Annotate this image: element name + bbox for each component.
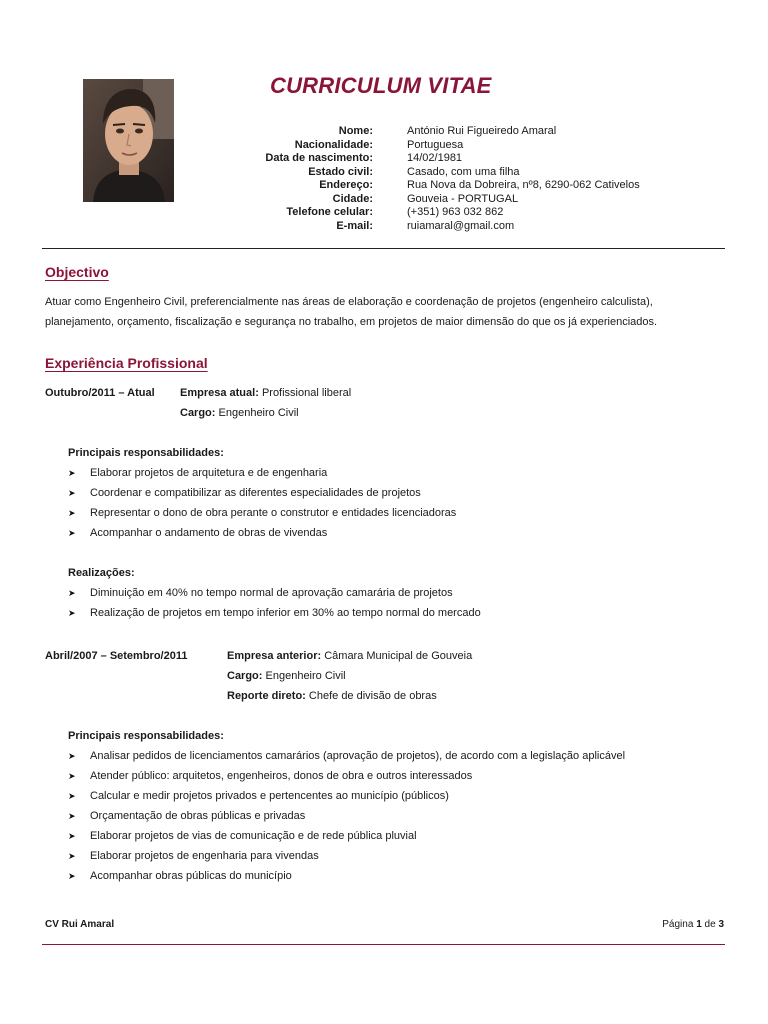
list-item: ➤ Representar o dono de obra perante o construtor e entidades licenciadoras <box>68 503 728 523</box>
job2-period: Abril/2007 – Setembro/2011 <box>45 650 188 662</box>
info-label: Endereço: <box>319 179 373 191</box>
list-item: ➤ Elaborar projetos de engenharia para vivendas <box>68 846 728 866</box>
page-of: de <box>704 919 716 930</box>
info-row-nationality <box>200 139 720 153</box>
document-title: CURRICULUM VITAE <box>270 73 492 98</box>
list-item: ➤ Atender público: arquitetos, engenheiros, donos de obra e outros interessados <box>68 766 728 786</box>
job1-achievements-list <box>68 583 728 623</box>
info-row-email <box>200 220 720 234</box>
company-value: Câmara Municipal de Gouveia <box>324 650 473 662</box>
info-value: Gouveia - PORTUGAL <box>407 192 519 205</box>
list-item: ➤ Orçamentação de obras públicas e privadas <box>68 806 728 826</box>
list-item: ➤ Elaborar projetos de arquitetura e de engenharia <box>68 463 728 483</box>
arrowhead-bullet-icon: ➤ <box>68 588 76 598</box>
info-row-marital-status <box>200 166 720 180</box>
info-row-name <box>200 125 720 139</box>
role-label: Cargo: <box>227 670 263 682</box>
page-word: Página <box>662 919 694 930</box>
objective-heading: Objectivo <box>45 264 109 280</box>
role-value: Engenheiro Civil <box>265 670 346 682</box>
arrowhead-bullet-icon: ➤ <box>68 871 76 881</box>
arrowhead-bullet-icon: ➤ <box>68 528 76 538</box>
job2-role <box>227 670 346 682</box>
job2-company <box>227 650 472 662</box>
arrowhead-bullet-icon: ➤ <box>68 831 76 841</box>
info-value: (+351) 963 032 862 <box>407 206 504 218</box>
objective-text <box>45 292 735 332</box>
info-label: Nome: <box>338 125 373 137</box>
info-value: ruiamaral@gmail.com <box>407 219 515 232</box>
job2-responsibilities-heading: Principais responsabilidades: <box>68 730 224 742</box>
job1-company <box>180 387 351 399</box>
info-row-phone <box>200 206 720 220</box>
role-value: Engenheiro Civil <box>218 407 299 419</box>
arrowhead-bullet-icon: ➤ <box>68 791 76 801</box>
list-item: ➤ Acompanhar o andamento de obras de vivendas <box>68 523 728 543</box>
info-label: Cidade: <box>332 192 373 205</box>
experience-heading: Experiência Profissional <box>45 355 208 371</box>
list-item: ➤ Acompanhar obras públicas do município <box>68 866 728 886</box>
job1-responsibilities-heading: Principais responsabilidades: <box>68 447 224 459</box>
info-label: Nacionalidade: <box>294 138 373 151</box>
info-value: Portuguesa <box>407 138 464 151</box>
info-row-city <box>200 193 720 207</box>
list-item: ➤ Realização de projetos em tempo inferior em 30% ao tempo normal do mercado <box>68 603 728 623</box>
job1-role <box>180 407 299 419</box>
footer-page-number <box>600 919 724 930</box>
job1-responsibilities-list <box>68 463 728 543</box>
job2-responsibilities-list <box>68 746 728 886</box>
list-item: ➤ Diminuição em 40% no tempo normal de aprovação camarária de projetos <box>68 583 728 603</box>
info-row-birthdate <box>200 152 720 166</box>
info-value: 14/02/1981 <box>407 152 463 164</box>
list-item: ➤ Elaborar projetos de vias de comunicação e de rede pública pluvial <box>68 826 728 846</box>
info-label: Data de nascimento: <box>265 152 373 164</box>
list-item: ➤ Calcular e medir projetos privados e pertencentes ao município (públicos) <box>68 786 728 806</box>
info-row-address <box>200 179 720 193</box>
report-value: Chefe de divisão de obras <box>308 690 437 702</box>
arrowhead-bullet-icon: ➤ <box>68 851 76 861</box>
info-label: E-mail: <box>336 219 373 232</box>
role-label: Cargo: <box>180 407 216 419</box>
arrowhead-bullet-icon: ➤ <box>68 771 76 781</box>
arrowhead-bullet-icon: ➤ <box>68 508 76 518</box>
report-label: Reporte direto: <box>227 690 306 702</box>
arrowhead-bullet-icon: ➤ <box>68 608 76 618</box>
page-current: 1 <box>696 919 702 930</box>
company-label: Empresa anterior: <box>227 650 322 662</box>
info-value: António Rui Figueiredo Amaral <box>407 125 557 137</box>
personal-info <box>200 125 720 233</box>
company-value: Profissional liberal <box>261 387 352 399</box>
portrait-image <box>83 79 174 202</box>
info-label: Telefone celular: <box>286 206 373 218</box>
profile-photo <box>83 79 174 202</box>
footer-document-name: CV Rui Amaral <box>45 919 115 930</box>
info-value: Rua Nova da Dobreira, nº8, 6290-062 Cativelos <box>407 179 640 191</box>
page-total: 3 <box>718 919 724 930</box>
info-value: Casado, com uma filha <box>407 165 520 178</box>
list-item: ➤ Coordenar e compatibilizar as diferentes especialidades de projetos <box>68 483 728 503</box>
objective-line: Atuar como Engenheiro Civil, preferencialmente nas áreas de elaboração e coordenação de projetos (engenheiro calculista), <box>45 296 653 308</box>
arrowhead-bullet-icon: ➤ <box>68 488 76 498</box>
footer-divider <box>42 944 725 945</box>
company-label: Empresa atual: <box>180 387 259 399</box>
objective-line: planejamento, orçamento, fiscalização e segurança no trabalho, em projetos de maior dimensão do que os já experienciados. <box>45 316 658 328</box>
arrowhead-bullet-icon: ➤ <box>68 811 76 821</box>
arrowhead-bullet-icon: ➤ <box>68 751 76 761</box>
list-item: ➤ Analisar pedidos de licenciamentos camarários (aprovação de projetos), de acordo com a legislação aplicável <box>68 746 728 766</box>
info-label: Estado civil: <box>308 165 373 178</box>
job2-report <box>227 690 437 702</box>
job1-period: Outubro/2011 – Atual <box>45 387 155 399</box>
job1-achievements-heading: Realizações: <box>68 567 135 579</box>
header-divider <box>42 248 725 249</box>
arrowhead-bullet-icon: ➤ <box>68 468 76 478</box>
